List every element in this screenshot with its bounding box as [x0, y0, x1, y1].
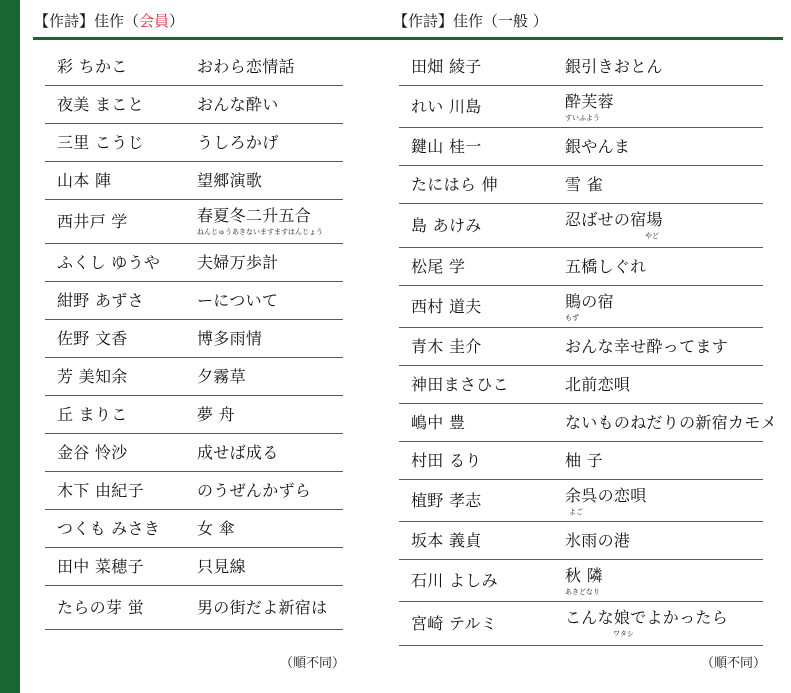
song-title: 女 傘	[197, 518, 235, 538]
title-reading: よご	[569, 508, 583, 516]
author-name: 村田 るり	[411, 450, 482, 470]
general-entry-row	[399, 442, 763, 480]
general-list	[399, 48, 777, 646]
song-title: 成せば成る	[197, 442, 279, 462]
song-title: 銀引きおとん	[565, 56, 663, 76]
member-entry-row	[45, 162, 343, 200]
author-name: 宮崎 テルミ	[411, 613, 498, 633]
member-entry-row	[45, 86, 343, 124]
song-title: 余呉の恋唄	[565, 486, 647, 505]
member-heading-accent: 会員	[139, 12, 170, 30]
song-title: おわら恋情話	[197, 56, 295, 76]
title-reading: やど	[645, 232, 659, 240]
song-title: ーについて	[197, 290, 279, 310]
song-title: 男の街だよ新宿は	[197, 597, 328, 617]
member-entry-row	[45, 320, 343, 358]
author-name: 彩 ちかこ	[57, 56, 128, 76]
song-title: 博多雨情	[197, 328, 263, 348]
song-title: 秋 隣	[565, 566, 603, 585]
title-reading: もず	[565, 314, 579, 322]
member-heading	[34, 11, 184, 31]
author-name: 坂本 義貞	[411, 530, 482, 550]
author-name: たにはら 伸	[411, 174, 498, 194]
author-name: 嶋中 豊	[411, 412, 466, 432]
song-title: 忍ばせの宿場	[565, 210, 663, 229]
author-name: 田畑 綾子	[411, 56, 482, 76]
author-name: 松尾 学	[411, 256, 466, 276]
song-title: 夫婦万歩計	[197, 252, 279, 272]
member-heading-post: ）	[169, 12, 185, 30]
general-entry-row	[399, 286, 763, 328]
member-entry-row	[45, 472, 343, 510]
author-name: ふくし ゆうや	[57, 252, 161, 272]
general-entry-row	[399, 86, 763, 128]
song-title: 春夏冬二升五合	[197, 206, 312, 225]
title-reading: すいふよう	[565, 114, 600, 122]
author-name: たらの芽 蛍	[57, 597, 144, 617]
author-name: 山本 陣	[57, 170, 112, 190]
author-name: 丘 まりこ	[57, 404, 128, 424]
member-entry-row	[45, 396, 343, 434]
member-entry-row	[45, 358, 343, 396]
author-name: 鍵山 桂一	[411, 136, 482, 156]
author-name: 紺野 あずさ	[57, 290, 144, 310]
general-heading: 【作詩】佳作（一般 ）	[393, 12, 548, 30]
author-name: 植野 孝志	[411, 490, 482, 510]
general-entry-row	[399, 248, 763, 286]
member-heading-pre: 【作詩】佳作（	[34, 12, 140, 30]
member-order-note: （順不同）	[280, 656, 346, 671]
author-name: 西井戸 学	[57, 211, 128, 231]
general-entry-row	[399, 522, 763, 560]
author-name: 金谷 怜沙	[57, 442, 128, 462]
member-entry-row	[45, 548, 343, 586]
song-title: 北前恋唄	[565, 374, 631, 394]
song-title: 氷雨の港	[565, 530, 631, 550]
author-name: れい 川島	[411, 96, 482, 116]
member-entry-row	[45, 200, 343, 244]
song-title: ないものねだりの新宿カモメ	[565, 412, 777, 432]
general-entry-row	[399, 48, 763, 86]
song-title: うしろかげ	[197, 132, 279, 152]
song-title: おんな幸せ酔ってます	[565, 336, 729, 356]
author-name: 木下 由紀子	[57, 480, 144, 500]
member-list	[45, 48, 343, 630]
author-name: 石川 よしみ	[411, 570, 498, 590]
author-name: 芳 美知余	[57, 366, 128, 386]
song-title: 夢 舟	[197, 404, 235, 424]
author-name: 三里 こうじ	[57, 132, 144, 152]
general-entry-row	[399, 166, 763, 204]
song-title: のうぜんかずら	[197, 480, 312, 500]
title-reading: あきどなり	[565, 588, 600, 596]
general-entry-row	[399, 366, 763, 404]
member-entry-row	[45, 510, 343, 548]
member-entry-row	[45, 124, 343, 162]
author-name: 青木 圭介	[411, 336, 482, 356]
general-order-note: （順不同）	[701, 656, 767, 671]
general-entry-row	[399, 560, 763, 602]
member-entry-row	[45, 48, 343, 86]
author-name: 佐野 文香	[57, 328, 128, 348]
member-entry-row	[45, 282, 343, 320]
author-name: 神田まさひこ	[411, 374, 509, 394]
general-entry-row	[399, 404, 777, 442]
author-name: 西村 道夫	[411, 296, 482, 316]
member-entry-row	[45, 434, 343, 472]
song-title: こんな娘でよかったら	[565, 608, 729, 627]
author-name: つくも みさき	[57, 518, 161, 538]
heading-rule	[33, 37, 783, 40]
left-accent-bar	[0, 0, 20, 693]
title-reading: ねんじゅうあきないますますはんじょう	[197, 228, 323, 236]
song-title: 雪 雀	[565, 174, 603, 194]
general-entry-row	[399, 204, 763, 248]
general-entry-row	[399, 480, 763, 522]
song-title: 鵙の宿	[565, 292, 614, 311]
author-name: 夜美 まこと	[57, 94, 144, 114]
general-entry-row	[399, 602, 763, 646]
member-entry-row	[45, 586, 343, 630]
song-title: 五橋しぐれ	[565, 256, 647, 276]
song-title: 只見線	[197, 556, 246, 576]
song-title: 柚 子	[565, 450, 603, 470]
author-name: 島 あけみ	[411, 215, 482, 235]
title-reading: ワタシ	[613, 630, 634, 638]
general-entry-row	[399, 328, 763, 366]
song-title: 望郷演歌	[197, 170, 263, 190]
song-title: 酔芙蓉	[565, 92, 614, 111]
general-entry-row	[399, 128, 763, 166]
author-name: 田中 菜穂子	[57, 556, 144, 576]
song-title: 夕霧草	[197, 366, 246, 386]
song-title: おんな酔い	[197, 94, 279, 114]
song-title: 銀やんま	[565, 136, 631, 156]
member-entry-row	[45, 244, 343, 282]
